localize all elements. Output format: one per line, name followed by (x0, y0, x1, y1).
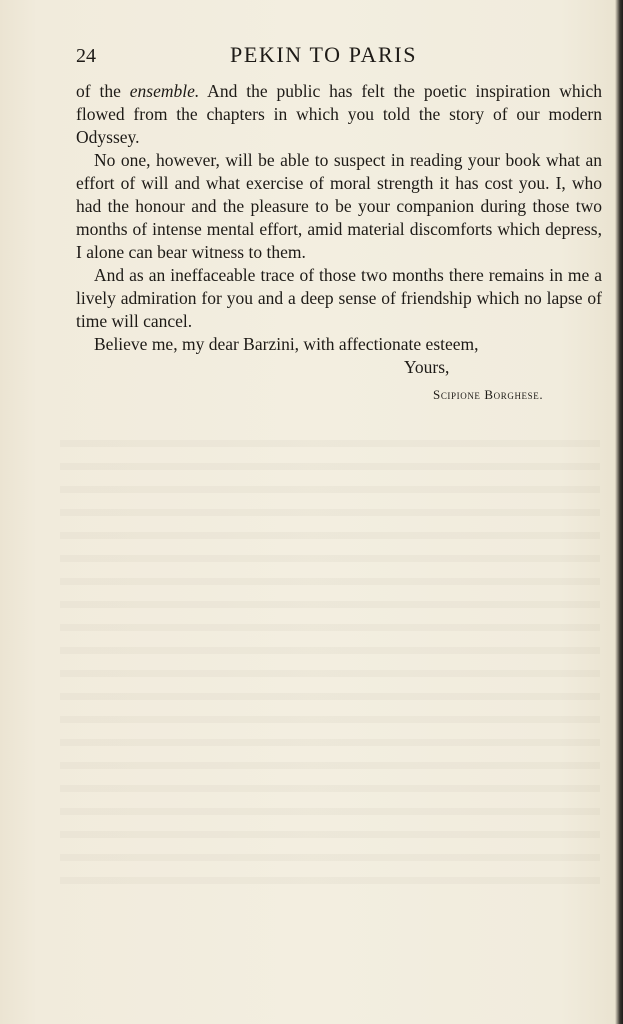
paragraph-1-italic: ensemble. (129, 81, 200, 101)
show-through-texture (60, 440, 600, 900)
paragraph-2 (76, 149, 602, 264)
running-title: PEKIN TO PARIS (230, 42, 418, 67)
page-header (76, 42, 603, 72)
paragraph-1-post: And the public has felt the poetic inspiration which flowed from the chapters in which you told the story of our modern Odyssey. (76, 81, 602, 147)
body-text (76, 80, 602, 403)
page-edge-shadow (615, 0, 623, 1024)
letter-closing (76, 333, 602, 403)
valediction: Yours, (404, 357, 450, 377)
paragraph-3-text: And as an ineffaceable trace of those two months there remains in me a lively admiration for you and a deep sense of friendship which no lapse of time will cancel. (76, 265, 602, 331)
paragraph-2-text: No one, however, will be able to suspect in reading your book what an effort of will and what exercise of moral strength it has cost you. I, who had the honour and the pleasure to be your companion during those two months of intense mental effort, amid material discomforts which depress, I alone can bear witness to them. (76, 150, 602, 262)
signature: Scipione Borghese. (433, 387, 544, 402)
page-number: 24 (76, 45, 96, 67)
closing-line: Believe me, my dear Barzini, with affectionate esteem, (94, 334, 479, 354)
paragraph-1 (76, 80, 602, 149)
paragraph-1-pre: of the (76, 81, 130, 101)
paragraph-3 (76, 264, 602, 333)
